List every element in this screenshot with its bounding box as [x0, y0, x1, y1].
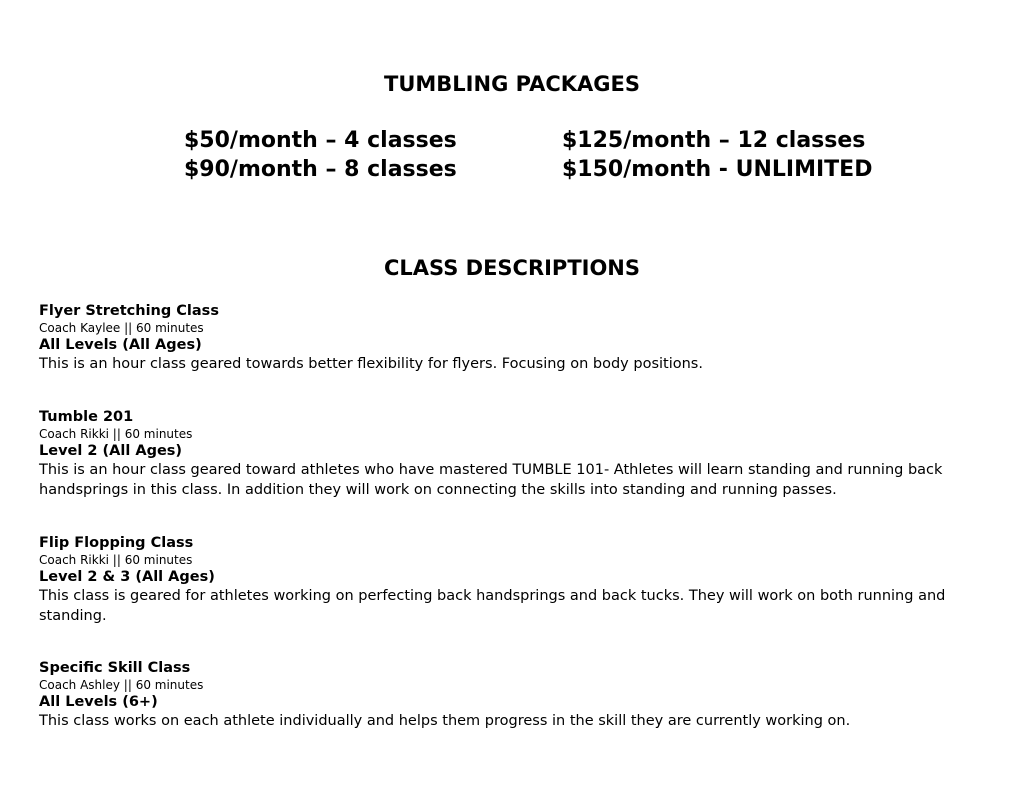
class-coach-duration: Coach Ashley || 60 minutes — [39, 678, 204, 692]
class-description-text: This class is geared for athletes working on perfecting back handsprings and back tucks. They will work on both running and standing. — [39, 588, 946, 624]
class-level: All Levels (All Ages) — [39, 337, 202, 353]
class-name: Flyer Stretching Class — [39, 303, 219, 319]
package-price-4-classes: $50/month – 4 classes — [184, 128, 457, 153]
class-name: Tumble 201 — [39, 409, 134, 425]
class-coach-duration: Coach Rikki || 60 minutes — [39, 427, 193, 441]
class-coach-duration: Coach Kaylee || 60 minutes — [39, 321, 204, 335]
class-name: Specific Skill Class — [39, 660, 191, 676]
class-description-text: This class works on each athlete individually and helps them progress in the skill they are currently working on. — [39, 713, 851, 729]
class-description — [39, 408, 989, 500]
class-level: Level 2 (All Ages) — [39, 443, 183, 459]
class-description — [39, 534, 989, 626]
packages-title: TUMBLING PACKAGES — [384, 72, 640, 96]
package-price-12-classes: $125/month – 12 classes — [562, 128, 866, 153]
class-description-text: This is an hour class geared toward athletes who have mastered TUMBLE 101- Athletes will learn standing and running back handsprings in this class. In addition they will work on connecting the skills into standing and running passes. — [39, 462, 943, 498]
class-level: Level 2 & 3 (All Ages) — [39, 569, 215, 585]
class-level: All Levels (6+) — [39, 694, 158, 710]
class-description-text: This is an hour class geared towards better flexibility for flyers. Focusing on body positions. — [39, 356, 703, 372]
class-coach-duration: Coach Rikki || 60 minutes — [39, 553, 193, 567]
package-price-unlimited: $150/month - UNLIMITED — [562, 157, 873, 182]
package-price-8-classes: $90/month – 8 classes — [184, 157, 457, 182]
class-description — [39, 659, 989, 731]
descriptions-title: CLASS DESCRIPTIONS — [383, 256, 641, 280]
class-description — [39, 302, 989, 374]
class-name: Flip Flopping Class — [39, 535, 194, 551]
